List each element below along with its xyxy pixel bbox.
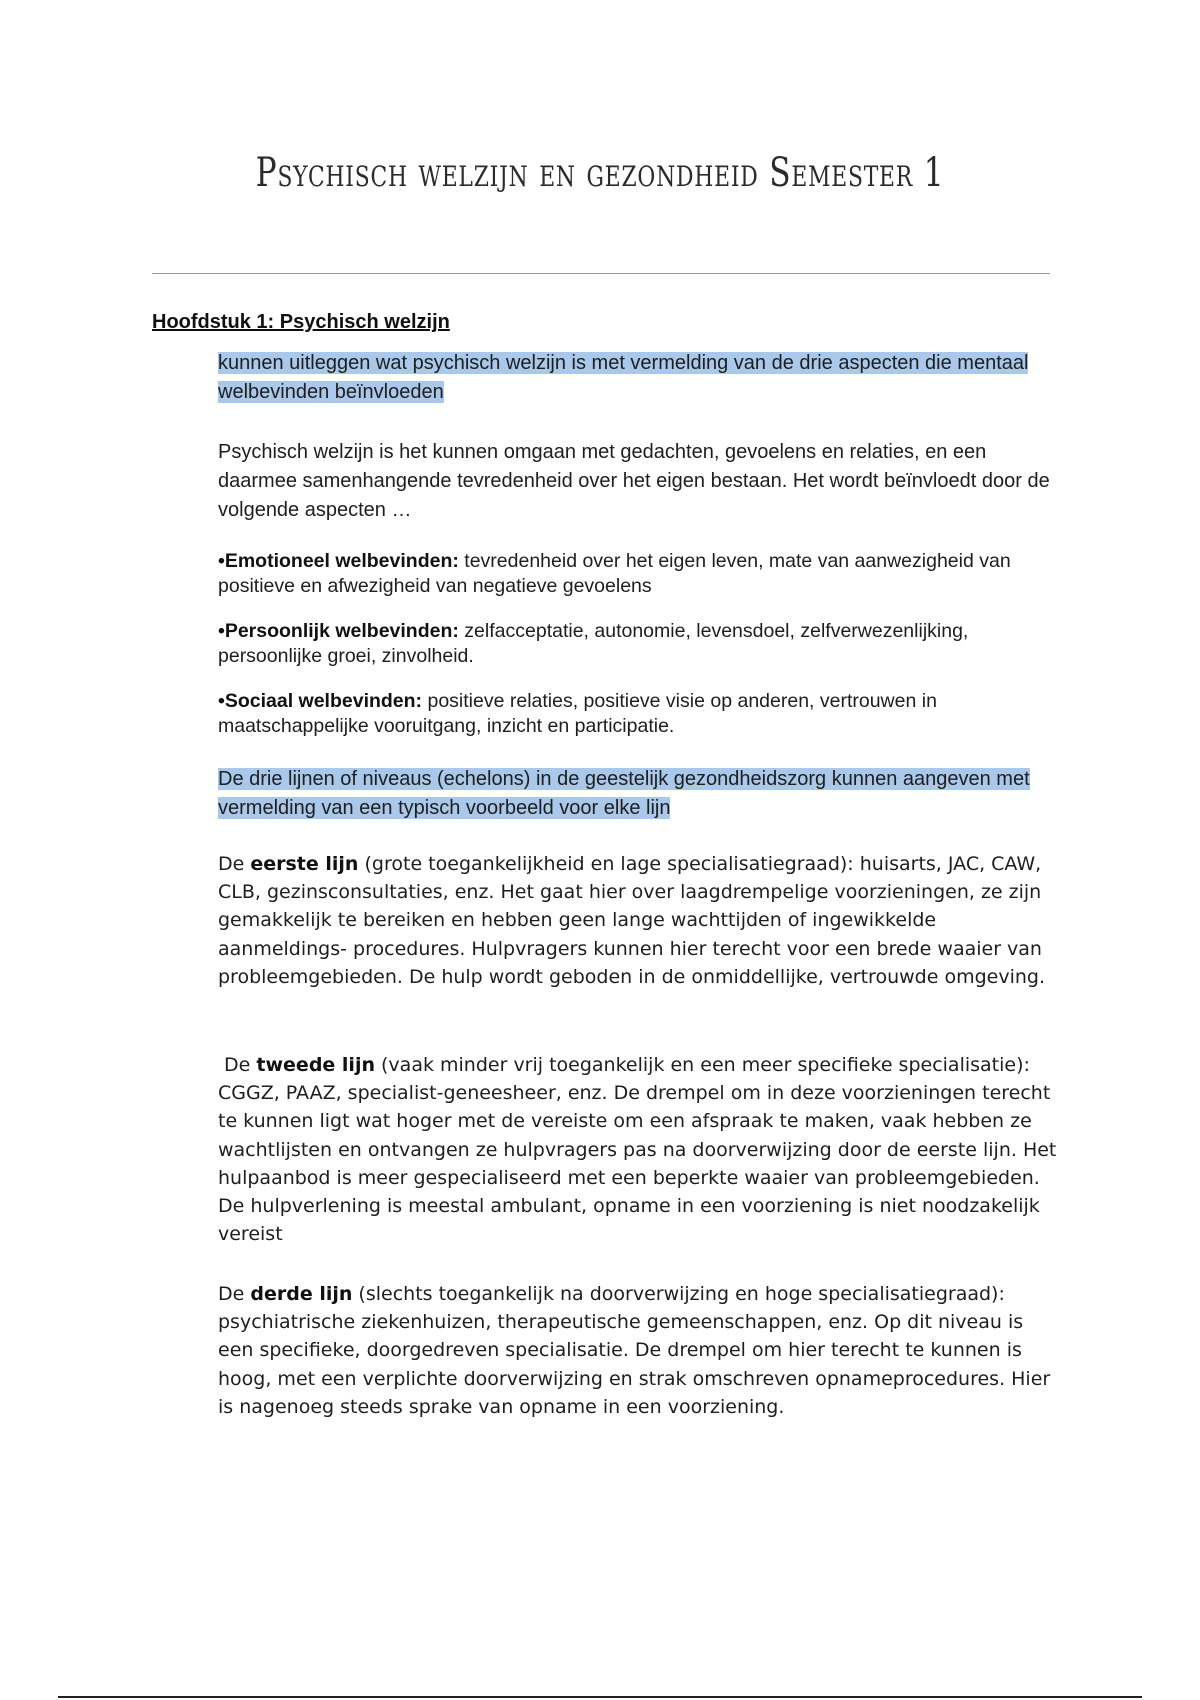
line-text: (grote toegankelijkheid en lage specialisatiegraad): huisarts, JAC, CAW, CLB, gezinsconsultaties, enz. Het gaat hier over laagdrempelige voorzieningen, ze zijn gemakkelijk te bereiken en hebben geen lange wachttijden of ingewikkelde aanmeldings- procedures. Hulpvragers kunnen hier terecht voor een brede waaier van probleemgebieden. De hulp wordt geboden in de onmiddellijke, vertrouwde omgeving.	[218, 853, 1045, 988]
objective-1-highlight: kunnen uitleggen wat psychisch welzijn is met vermelding van de drie aspecten die mentaal welbevinden beïnvloeden	[218, 352, 1029, 403]
aspect-text: zelfacceptatie, autonomie, levensdoel, zelfverwezenlijking, persoonlijke groei, zinvolheid.	[218, 620, 969, 667]
line-name: derde lijn	[250, 1283, 353, 1305]
aspect-text: tevredenheid over het eigen leven, mate van aanwezigheid van positieve en afwezigheid van negatieve gevoelens	[218, 550, 1011, 597]
page-bottom-rule	[58, 1696, 1142, 1698]
aspect-label: •Emotioneel welbevinden:	[218, 550, 459, 572]
line-prefix: De	[218, 853, 251, 875]
first-line-paragraph	[218, 850, 1058, 991]
aspect-social	[218, 689, 1058, 739]
second-line-paragraph	[218, 1051, 1058, 1248]
aspect-label: •Sociaal welbevinden:	[218, 690, 423, 712]
line-prefix: De	[218, 1054, 257, 1076]
line-name: tweede lijn	[256, 1054, 375, 1076]
aspect-text: positieve relaties, positieve visie op anderen, vertrouwen in maatschappelijke vooruitgang, inzicht en participatie.	[218, 690, 937, 737]
aspect-personal	[218, 619, 1058, 669]
learning-objective-2	[218, 765, 1058, 823]
aspect-emotional	[218, 549, 1058, 599]
aspect-label: •Persoonlijk welbevinden:	[218, 620, 459, 642]
objective-2-highlight: De drie lijnen of niveaus (echelons) in de geestelijk gezondheidszorg kunnen aangeven met vermelding van een typisch voorbeeld voor elke lijn	[218, 768, 1030, 819]
third-line-paragraph	[218, 1280, 1058, 1421]
line-name: eerste lijn	[250, 853, 359, 875]
intro-paragraph: Psychisch welzijn is het kunnen omgaan met gedachten, gevoelens en relaties, en een daarmee samenhangende tevredenheid over het eigen bestaan. Het wordt beïnvloedt door de volgende aspecten …	[218, 441, 1050, 521]
document-title: Psychisch welzijn en gezondheid Semester 1	[255, 150, 945, 196]
title-divider	[152, 273, 1050, 274]
line-text: (vaak minder vrij toegankelijk en een meer specifieke specialisatie): CGGZ, PAAZ, specialist-geneesheer, enz. De drempel om in deze voorzieningen terecht te kunnen ligt wat hoger met de vereiste om een afspraak te maken, vaak hebben ze wachtlijsten en ontvangen ze hulpvragers pas na doorverwijzing door de eerste lijn. Het hulpaanbod is meer gespecialiseerd met een beperkte waaier van probleemgebieden. De hulpverlening is meestal ambulant, opname in een voorziening is niet noodzakelijk vereist	[218, 1054, 1057, 1246]
learning-objective-1	[218, 349, 1058, 407]
line-text: (slechts toegankelijk na doorverwijzing en hoge specialisatiegraad): psychiatrische ziekenhuizen, therapeutische gemeenschappen, enz. Op dit niveau is een specifieke, doorgedreven specialisatie. De drempel om hier terecht te kunnen is hoog, met een verplichte doorverwijzing en strak omschreven opnameprocedures. Hier is nagenoeg steeds sprake van opname in een voorziening.	[218, 1283, 1051, 1418]
line-prefix: De	[218, 1283, 251, 1305]
chapter-heading: Hoofdstuk 1: Psychisch welzijn	[152, 311, 450, 333]
